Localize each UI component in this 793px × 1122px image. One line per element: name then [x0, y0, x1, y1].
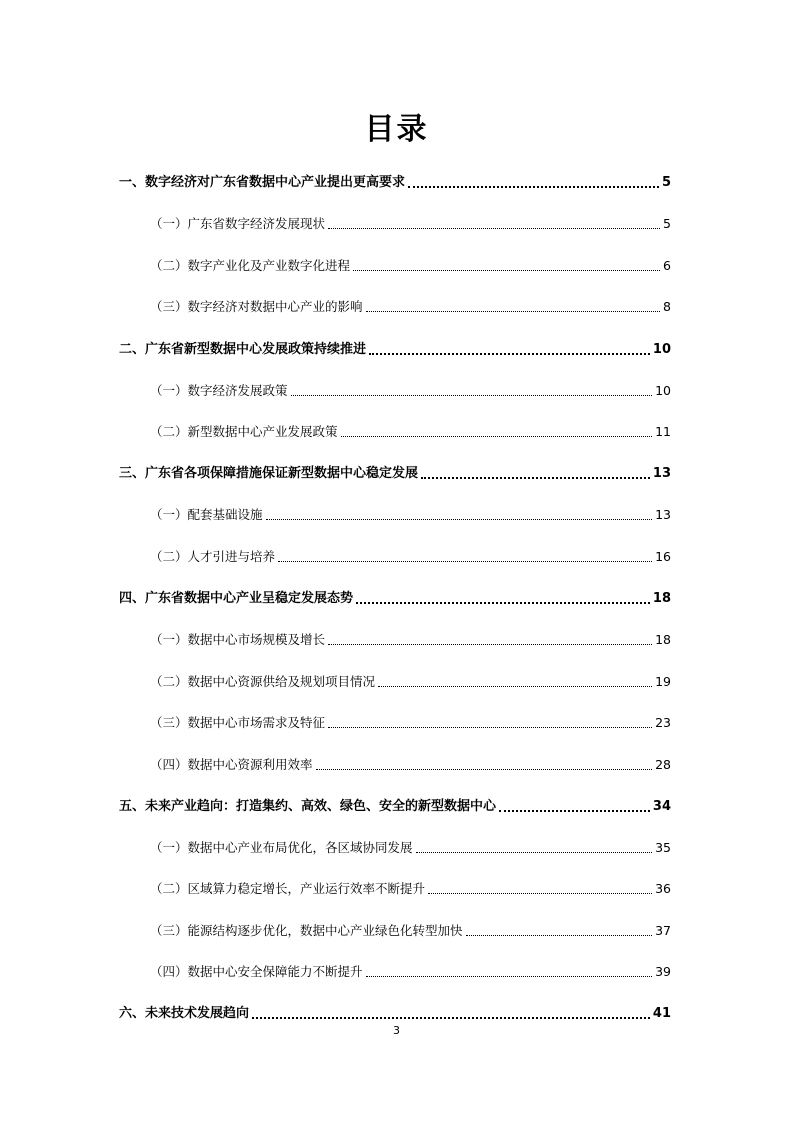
- toc-entry-title: （一）数据中心市场规模及增长: [150, 632, 326, 647]
- toc-page-number: 23: [655, 715, 671, 730]
- toc-section-4-1[interactable]: [150, 627, 671, 649]
- toc-dot-leader: [278, 561, 652, 562]
- toc-dot-leader: [428, 893, 652, 894]
- toc-chapter-6[interactable]: [119, 1001, 671, 1023]
- toc-entry-title: （二）数据中心资源供给及规划项目情况: [150, 674, 376, 689]
- toc-dot-leader: [328, 727, 652, 728]
- toc-dot-leader: [369, 353, 650, 355]
- toc-dot-leader: [416, 852, 653, 853]
- toc-page-number: 28: [655, 757, 671, 772]
- toc-chapter-1[interactable]: [119, 170, 671, 192]
- toc-dot-leader: [252, 1017, 650, 1019]
- toc-page-number: 6: [663, 258, 671, 273]
- toc-section-5-2[interactable]: [150, 876, 671, 898]
- toc-section-5-4[interactable]: [150, 959, 671, 981]
- toc-section-5-1[interactable]: [150, 835, 671, 857]
- toc-page-number: 34: [652, 799, 671, 814]
- toc-section-1-3[interactable]: [150, 294, 671, 316]
- toc-section-1-2[interactable]: [150, 253, 671, 275]
- page-title: 目录: [364, 112, 429, 147]
- toc-dot-leader: [266, 519, 653, 520]
- toc-dot-leader: [499, 810, 650, 812]
- toc-page-number: 18: [652, 591, 671, 606]
- toc-entry-title: （四）数据中心资源利用效率: [150, 757, 313, 772]
- toc-page-number: 5: [663, 216, 671, 231]
- toc-section-4-3[interactable]: [150, 710, 671, 732]
- toc-dot-leader: [356, 602, 650, 604]
- toc-section-2-2[interactable]: [150, 419, 671, 441]
- toc-dot-leader: [353, 270, 660, 271]
- toc-page-number: 11: [655, 424, 671, 439]
- toc-section-2-1[interactable]: [150, 378, 671, 400]
- toc-entry-title: （二）数字产业化及产业数字化进程: [150, 258, 351, 273]
- toc-chapter-2[interactable]: [119, 337, 671, 359]
- toc-entry-title: （一）广东省数字经济发展现状: [150, 216, 326, 231]
- toc-section-1-1[interactable]: [150, 211, 671, 233]
- toc-entry-title: （三）数据中心市场需求及特征: [150, 715, 326, 730]
- toc-page-number: 37: [655, 923, 671, 938]
- toc-page-number: 41: [652, 1006, 671, 1021]
- toc-dot-leader: [328, 228, 660, 229]
- toc-entry-title: （四）数据中心安全保障能力不断提升: [150, 964, 363, 979]
- toc-page-number: 36: [655, 881, 671, 896]
- toc-page-number: 39: [655, 964, 671, 979]
- toc-section-4-4[interactable]: [150, 752, 671, 774]
- toc-entry-title: （二）人才引进与培养: [150, 549, 276, 564]
- toc-chapter-5[interactable]: [119, 794, 671, 816]
- toc-entry-title: 四、广东省数据中心产业呈稳定发展态势: [119, 591, 354, 606]
- toc-dot-leader: [316, 769, 653, 770]
- toc-dot-leader: [408, 186, 659, 188]
- toc-chapter-4[interactable]: [119, 586, 671, 608]
- toc-page-number: 16: [655, 549, 671, 564]
- toc-entry-title: （一）数字经济发展政策: [150, 383, 288, 398]
- page-number: 3: [393, 1024, 400, 1037]
- toc-page-number: 35: [655, 840, 671, 855]
- toc-dot-leader: [341, 436, 653, 437]
- toc-page-number: 5: [661, 175, 671, 190]
- toc-dot-leader: [366, 311, 661, 312]
- toc-entry-title: （二）新型数据中心产业发展政策: [150, 424, 338, 439]
- toc-section-4-2[interactable]: [150, 669, 671, 691]
- toc-entry-title: 五、未来产业趋向：打造集约、高效、绿色、安全的新型数据中心: [119, 799, 497, 814]
- toc-entry-title: 六、未来技术发展趋向: [119, 1006, 250, 1021]
- toc-page-number: 19: [655, 674, 671, 689]
- toc-entry-title: （一）数据中心产业布局优化，各区域协同发展: [150, 840, 413, 855]
- toc-dot-leader: [421, 477, 650, 479]
- toc-section-3-2[interactable]: [150, 544, 671, 566]
- toc-entry-title: （三）能源结构逐步优化，数据中心产业绿色化转型加快: [150, 923, 463, 938]
- toc-entry-title: 三、广东省各项保障措施保证新型数据中心稳定发展: [119, 466, 419, 481]
- toc-entry-title: （三）数字经济对数据中心产业的影响: [150, 299, 363, 314]
- toc-entry-title: （二）区域算力稳定增长，产业运行效率不断提升: [150, 881, 426, 896]
- toc-page-number: 18: [655, 632, 671, 647]
- toc-entry-title: 二、广东省新型数据中心发展政策持续推进: [119, 342, 367, 357]
- toc-page-number: 13: [655, 507, 671, 522]
- toc-dot-leader: [291, 395, 653, 396]
- toc-dot-leader: [466, 935, 653, 936]
- toc-entry-title: （一）配套基础设施: [150, 507, 263, 522]
- toc-dot-leader: [366, 976, 653, 977]
- toc-entry-title: 一、数字经济对广东省数据中心产业提出更高要求: [119, 175, 406, 190]
- toc-chapter-3[interactable]: [119, 461, 671, 483]
- toc-section-3-1[interactable]: [150, 502, 671, 524]
- toc-dot-leader: [328, 644, 652, 645]
- toc-section-5-3[interactable]: [150, 918, 671, 940]
- toc-dot-leader: [378, 686, 652, 687]
- toc-page-number: 10: [655, 383, 671, 398]
- toc-page-number: 10: [652, 342, 671, 357]
- toc-page-number: 8: [663, 299, 671, 314]
- toc-page-number: 13: [652, 466, 671, 481]
